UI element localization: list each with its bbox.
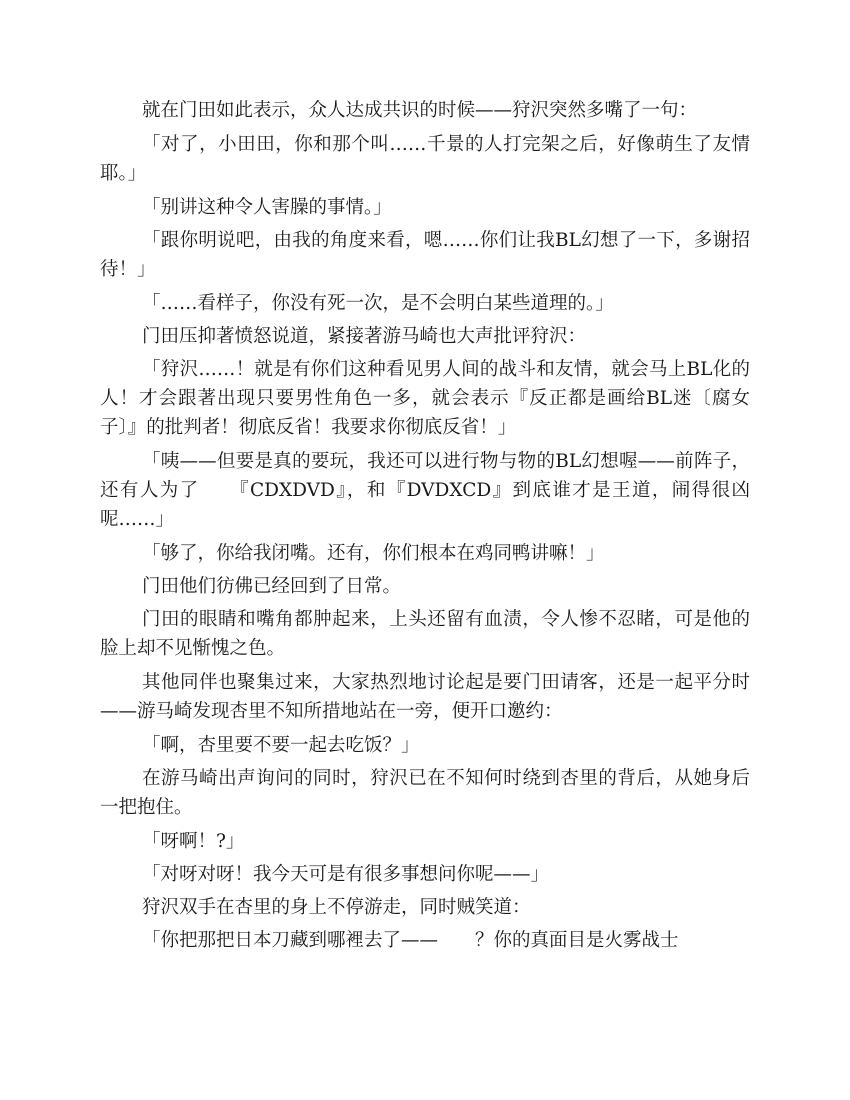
paragraph: 「你把那把日本刀藏到哪裡去了—— ？你的真面目是火雾战士 (142, 930, 679, 951)
paragraph: 门田他们彷佛已经回到了日常。 (142, 576, 402, 597)
paragraph: 就在门田如此表示，众人达成共识的时候——狩沢突然多嘴了一句： (142, 100, 698, 121)
paragraph: 其他同伴也聚集过来，大家热烈地讨论起是要门田请客，还是一起平分时——游马崎发现杏里不知所措地站在一旁，便开口邀约： (100, 672, 750, 722)
paragraph: 门田的眼睛和嘴角都肿起来，上头还留有血渍，令人惨不忍睹，可是他的脸上却不见惭愧之色。 (100, 609, 750, 659)
paragraph: 「够了，你给我闭嘴。还有，你们根本在鸡同鸭讲嘛！」 (142, 543, 605, 564)
paragraph: 「啊，杏里要不要一起去吃饭？」 (142, 735, 420, 756)
paragraph: 「跟你明说吧，由我的角度来看，嗯……你们让我BL幻想了一下，多谢招待！」 (100, 230, 750, 280)
paragraph: 狩沢双手在杏里的身上不停游走，同时贼笑道： (142, 897, 531, 918)
paragraph: 「狩沢……！就是有你们这种看见男人间的战斗和友情，就会马上BL化的人！才会跟著出现只要男性角色一多，就会表示『反正都是画给BL迷〔腐女子〕』的批判者！彻底反省！我要求你彻底反省！」 (100, 359, 750, 438)
paragraph: 「……看样子，你没有死一次，是不会明白某些道理的。」 (142, 293, 614, 314)
document-page (100, 96, 750, 959)
paragraph: 「咦——但要是真的要玩，我还可以进行物与物的BL幻想喔——前阵子，还有人为了 『CDXDVD』，和『DVDXCD』到底谁才是王道，闹得很凶呢……」 (100, 451, 750, 530)
paragraph: 在游马崎出声询问的同时，狩沢已在不知何时绕到杏里的背后，从她身后一把抱住。 (100, 768, 750, 818)
paragraph: 「对了，小田田，你和那个叫……千景的人打完架之后，好像萌生了友情耶。」 (100, 134, 750, 184)
paragraph: 「别讲这种令人害臊的事情。」 (142, 197, 392, 218)
paragraph: 「对呀对呀！我今天可是有很多事想问你呢——」 (142, 864, 550, 885)
paragraph: 门田压抑著愤怒说道，紧接著游马崎也大声批评狩沢： (142, 326, 587, 347)
paragraph: 「呀啊！?」 (142, 831, 245, 852)
